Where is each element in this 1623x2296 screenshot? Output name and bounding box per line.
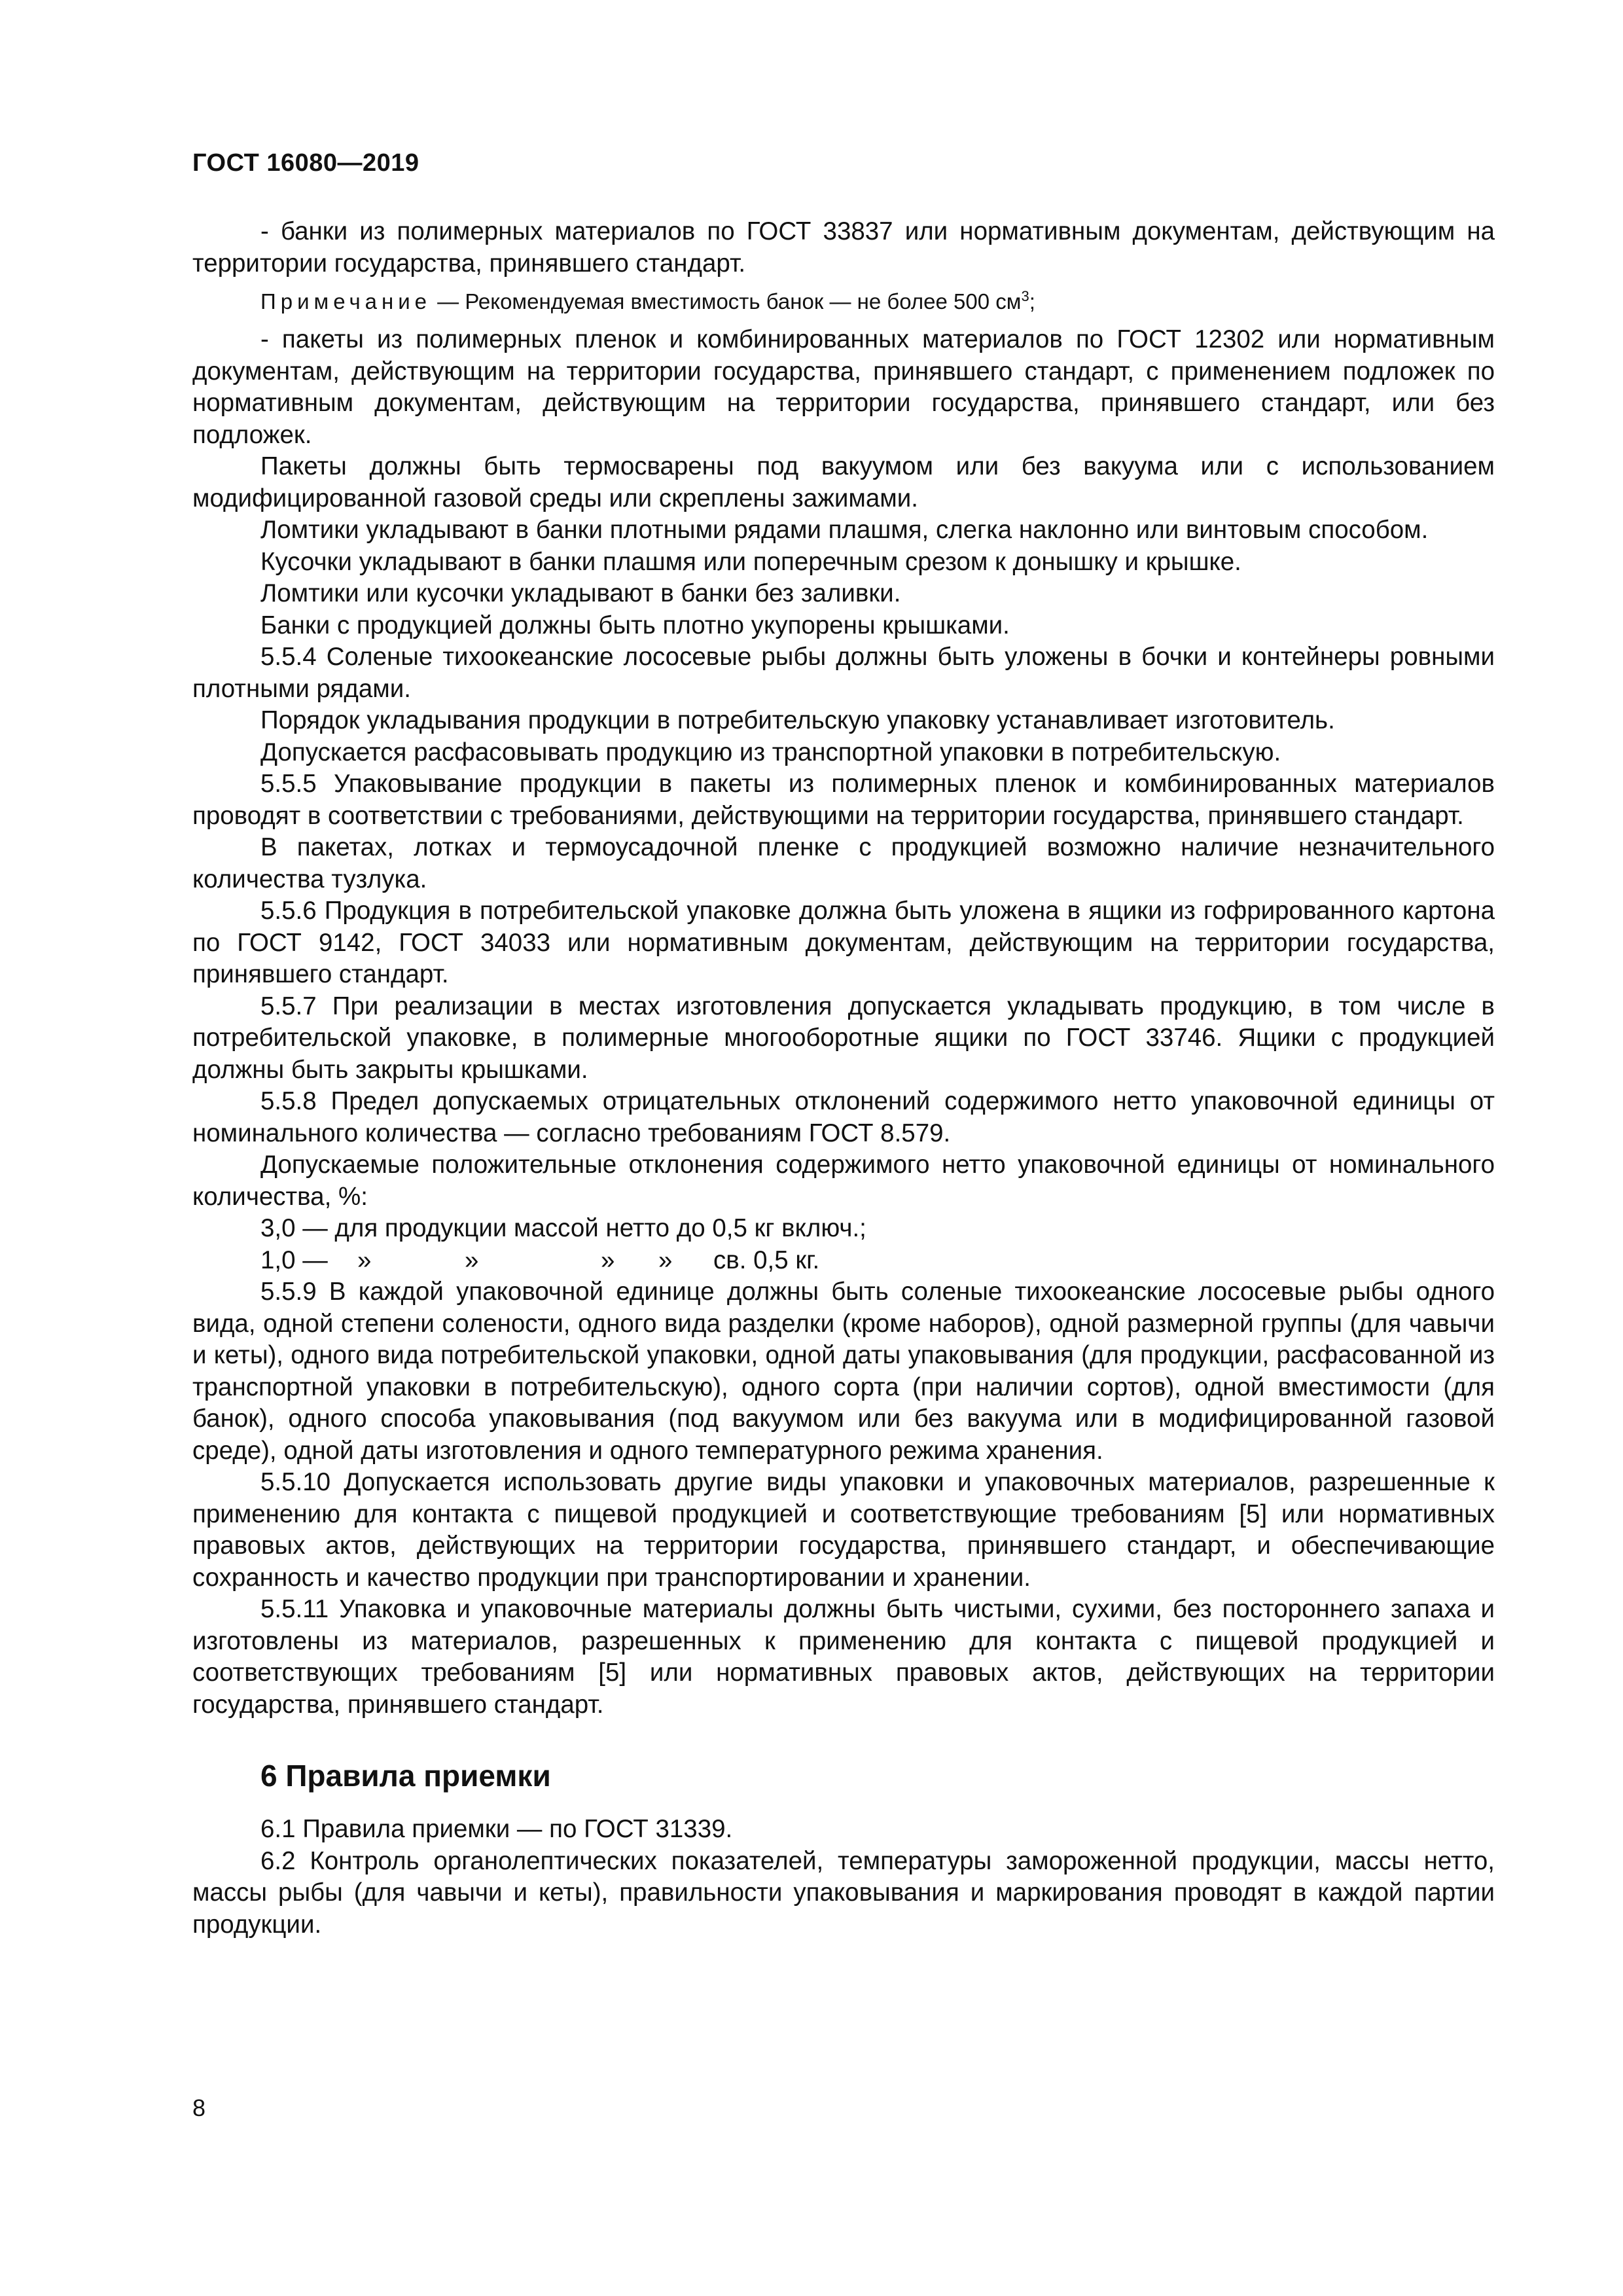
paragraph: 5.5.5 Упаковывание продукции в пакеты из полимерных пленок и комбинированных материалов проводят в соответствии с требованиями, действующими на территории государства, принявшего стандарт. [192,770,1495,830]
paragraph: 5.5.11 Упаковка и упаковочные материалы должны быть чистыми, сухими, без постороннего запаха и изготовлены из материалов, разрешенных к применению для контакта с пищевой продукцией и соответствующих требованиям [5] или нормативных правовых актов, действующих на территории государства, принявшего стандарт. [192,1595,1495,1719]
paragraph: - пакеты из полимерных пленок и комбинированных материалов по ГОСТ 12302 или нормативным документам, действующим на территории государства, принявшего стандарт, с применением подложек по нормативным документам, действующим на территории государства, принявшего стандарт, или без подложек. [192,325,1495,449]
note-label: Примечание [260,289,432,314]
paragraph: 5.5.8 Предел допускаемых отрицательных отклонений содержимого нетто упаковочной единицы от номинального количества — согласно требованиям ГОСТ 8.579. [192,1087,1495,1147]
paragraph: Ломтики укладывают в банки плотными рядами плашмя, слегка наклонно или винтовым способом. [260,516,1429,544]
paragraph: 5.5.9 В каждой упаковочной единице должны быть соленые тихоокеанские лососевые рыбы одного вида, одной степени солености, одного вида разделки (кроме наборов), одной размерной группы (для чавычи и кеты), одного вида потребительской упаковки, одной даты упаковывания (для продукции, расфасованной из транспортной упаковки в потребительскую), одного сорта (при наличии сортов), одной вместимости (для банок), одного способа упаковывания (под вакуумом или без вакуума или в модифицированной газовой среде), одной даты изготовления и одного температурного режима хранения. [192,1278,1495,1465]
document-header: ГОСТ 16080—2019 [192,149,419,177]
note-text: — Рекомендуемая вместимость банок — не более 500 см [431,289,1022,314]
paragraph: В пакетах, лотках и термоусадочной пленке с продукцией возможно наличие незначительного количества тузлука. [192,833,1495,893]
paragraph: Порядок укладывания продукции в потребительскую упаковку устанавливает изготовитель. [260,706,1335,734]
paragraph: 6.1 Правила приемки — по ГОСТ 31339. [260,1815,733,1843]
paragraph: Кусочки укладывают в банки плашмя или поперечным срезом к донышку и крышке. [260,547,1241,576]
ditto-mark: » [658,1246,673,1274]
ditto-mark: » [357,1246,372,1274]
paragraph: 5.5.7 При реализации в местах изготовления допускается укладывать продукцию, в том числе в потребительской упаковке, в полимерные многооборотные ящики по ГОСТ 33746. Ящики с продукцией должны быть закрыты крышками. [192,992,1495,1084]
paragraph: Допускается расфасовывать продукцию из транспортной упаковки в потребительскую. [260,738,1281,766]
paragraph: 5.5.10 Допускается использовать другие виды упаковки и упаковочных материалов, разрешенные к применению для контакта с пищевой продукцией и соответствующие требованиям [5] или нормативных правовых актов, действующих на территории государства, принявшего стандарт, и обеспечивающие сохранность и качество продукции при транспортировании и хранении. [192,1468,1495,1592]
section-title: 6 Правила приемки [260,1759,551,1793]
paragraph: Ломтики или кусочки укладывают в банки без заливки. [260,579,901,607]
page-number: 8 [192,2094,206,2121]
ditto-mark: » [465,1246,479,1274]
note [192,287,1495,316]
note-sup: 3 [1021,288,1029,304]
paragraph: Пакеты должны быть термосварены под вакуумом или без вакуума или с использованием модифицированной газовой среды или скреплены зажимами. [192,452,1495,512]
note-tail: ; [1029,289,1035,314]
ditto-mark: » [601,1246,615,1274]
paragraph: Допускаемые положительные отклонения содержимого нетто упаковочной единицы от номинального количества, %: [192,1151,1495,1211]
tolerance-tail: св. 0,5 кг. [713,1246,820,1274]
document-body [192,216,1495,1941]
paragraph: 6.2 Контроль органолептических показателей, температуры замороженной продукции, массы нетто, массы рыбы (для чавычи и кеты), правильности упаковывания и маркирования проводят в каждой партии продукции. [192,1846,1495,1939]
tolerance-value: 1,0 — [260,1246,328,1274]
tolerance-row-2 [192,1245,1495,1277]
paragraph: - банки из полимерных материалов по ГОСТ 33837 или нормативным документам, действующим на территории государства, принявшего стандарт. [192,217,1495,278]
paragraph: Банки с продукцией должны быть плотно укупорены крышками. [260,611,1010,639]
paragraph: 5.5.6 Продукция в потребительской упаковке должна быть уложена в ящики из гофрированного картона по ГОСТ 9142, ГОСТ 34033 или нормативным документам, действующим на территории государства, принявшего стандарт. [192,897,1495,988]
tolerance-row-1: 3,0 — для продукции массой нетто до 0,5 кг включ.; [260,1214,866,1242]
paragraph: 5.5.4 Соленые тихоокеанские лососевые рыбы должны быть уложены в бочки и контейнеры ровными плотными рядами. [192,643,1495,703]
